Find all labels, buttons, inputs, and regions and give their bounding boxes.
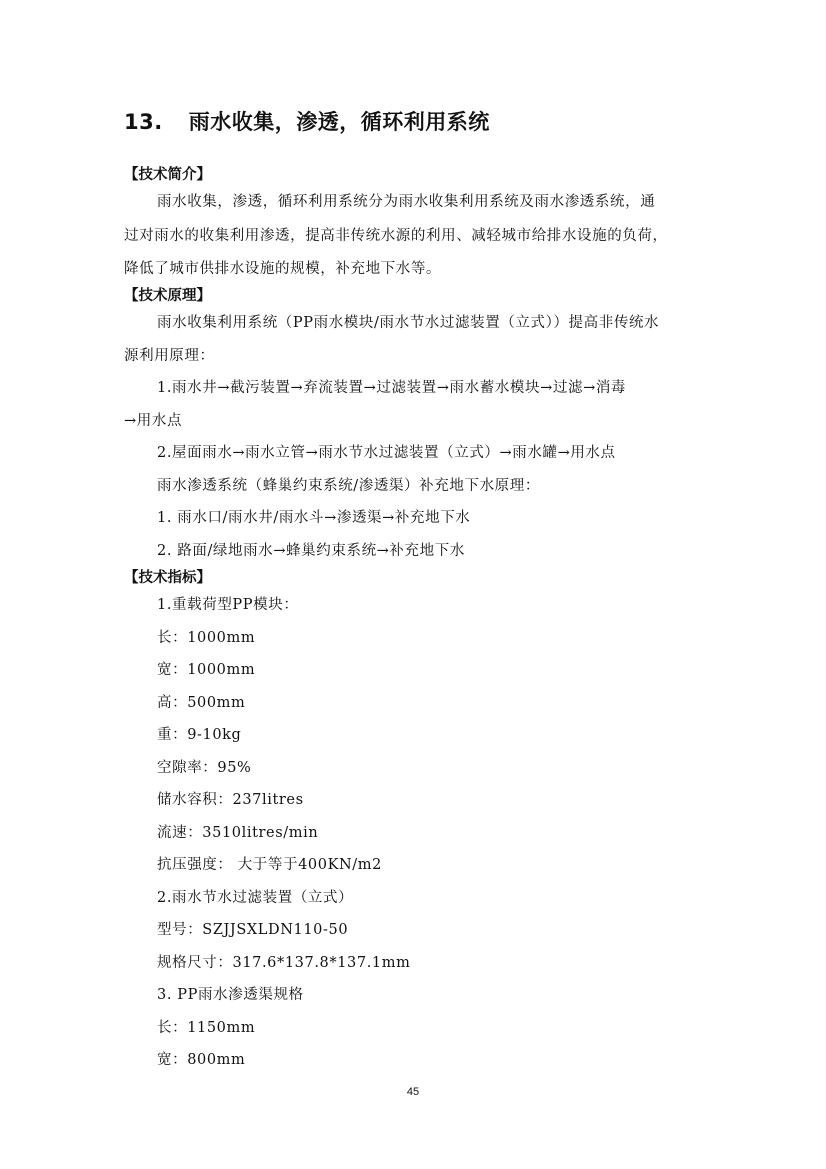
spec-line-15: 宽：800mm xyxy=(157,1052,246,1068)
principle-heading: 【技术原理】 xyxy=(124,288,211,304)
principle-line-4: →用水点 xyxy=(124,413,183,429)
principle-line-8: 2. 路面/绿地雨水→蜂巢约束系统→补充地下水 xyxy=(157,543,465,559)
section-number: 13. xyxy=(124,110,163,134)
intro-line-2: 过对雨水的收集利用渗透，提高非传统水源的利用、减轻城市给排水设施的负荷， xyxy=(124,228,668,244)
page-number: 45 xyxy=(406,1086,420,1098)
spec-line-14: 长：1150mm xyxy=(157,1020,256,1036)
principle-line-5: 2.屋面雨水→雨水立管→雨水节水过滤装置（立式）→雨水罐→用水点 xyxy=(157,445,616,461)
spec-line-7: 储水容积：237litres xyxy=(157,792,304,808)
spec-line-11: 型号：SZJJSXLDN110-50 xyxy=(157,922,349,938)
spec-line-10: 2.雨水节水过滤装置（立式） xyxy=(157,890,354,906)
spec-line-3: 宽：1000mm xyxy=(157,662,256,678)
spec-line-2: 长：1000mm xyxy=(157,630,256,646)
section-title-text: 雨水收集，渗透，循环利用系统 xyxy=(188,110,490,134)
spec-line-4: 高：500mm xyxy=(157,695,246,711)
spec-line-6: 空隙率：95% xyxy=(157,760,252,776)
spec-line-8: 流速：3510litres/min xyxy=(157,825,319,841)
intro-line-3: 降低了城市供排水设施的规模，补充地下水等。 xyxy=(124,261,442,277)
spec-line-9: 抗压强度： 大于等于400KN/m2 xyxy=(157,857,382,873)
principle-line-3: 1.雨水井→截污装置→弃流装置→过滤装置→雨水蓄水模块→过滤→消毒 xyxy=(157,380,627,396)
principle-line-7: 1. 雨水口/雨水井/雨水斗→渗透渠→补充地下水 xyxy=(157,510,471,526)
spec-line-1: 1.重载荷型PP模块： xyxy=(157,597,299,613)
intro-heading: 【技术简介】 xyxy=(124,167,211,183)
spec-line-5: 重：9-10kg xyxy=(157,727,242,743)
principle-line-1: 雨水收集利用系统（PP雨水模块/雨水节水过滤装置（立式））提高非传统水 xyxy=(157,315,660,331)
section-title xyxy=(124,106,490,136)
spec-line-12: 规格尺寸：317.6*137.8*137.1mm xyxy=(157,955,411,971)
specs-heading: 【技术指标】 xyxy=(124,570,211,586)
principle-line-2: 源利用原理： xyxy=(124,348,215,364)
principle-line-6: 雨水渗透系统（蜂巢约束系统/渗透渠）补充地下水原理： xyxy=(157,478,540,494)
spec-line-13: 3. PP雨水渗透渠规格 xyxy=(157,987,304,1003)
intro-line-1: 雨水收集，渗透，循环利用系统分为雨水收集利用系统及雨水渗透系统，通 xyxy=(157,194,656,210)
